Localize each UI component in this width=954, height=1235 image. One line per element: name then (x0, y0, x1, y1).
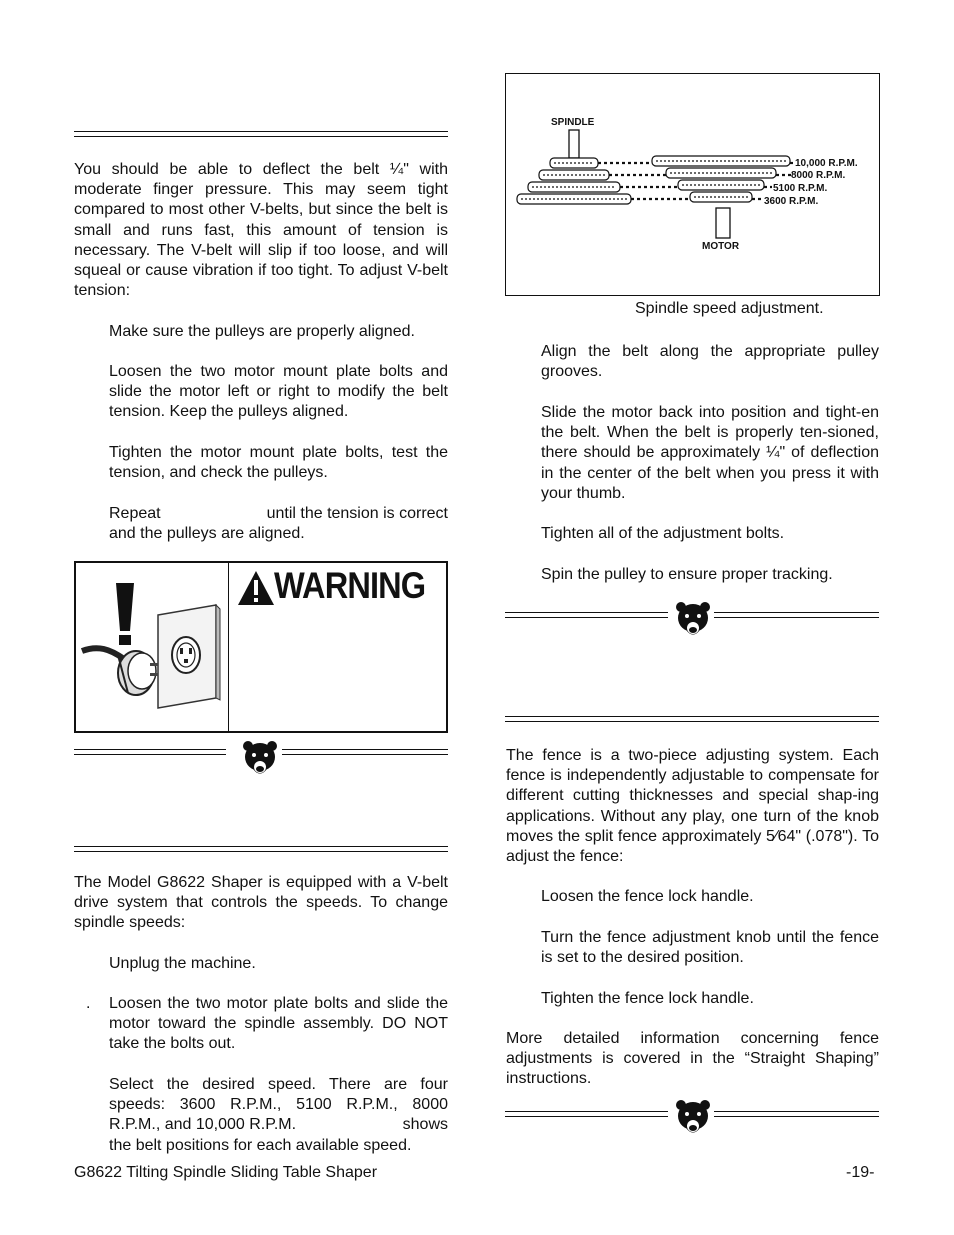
rpm-label-10000: 10,000 R.P.M. (795, 158, 858, 169)
divider-line-right (714, 1111, 879, 1117)
divider-line-right (282, 749, 448, 755)
warning-header (234, 565, 444, 609)
bear-logo-icon (675, 1098, 711, 1138)
figure-caption: Spindle speed adjustment. (635, 300, 824, 317)
belt-step-4-end: and the pulleys are aligned. (109, 525, 305, 542)
rpm-label-8000: 8000 R.P.M. (791, 170, 846, 181)
rpm-label-5100: 5100 R.P.M. (773, 183, 828, 194)
belt-step-4-middle: until the tension is correct (266, 505, 448, 522)
fence-step-1: Loosen the fence lock handle. (541, 888, 754, 905)
belt-step-4 (109, 504, 448, 546)
speed-step-3-text: Select the desired speed. There are four speeds: 3600 R.P.M., 5100 R.P.M., 8000 R.P.M., and 10,000 R.P.M. (109, 1076, 448, 1134)
divider-line-left (505, 1111, 668, 1117)
speed-step-5: Slide the motor back into position and tight-en the belt. When the belt is properly ten-sioned, there should be approximately ¼" of deflection in the center of the belt when you press it with your thumb. (541, 404, 879, 502)
rpm-label-3600: 3600 R.P.M. (764, 196, 819, 207)
page-number: -19- (846, 1164, 875, 1181)
speed-step-6: Tighten all of the adjustment bolts. (541, 525, 785, 542)
section-rule (74, 846, 448, 852)
fence-outro: More detailed information concerning fence adjustments is covered in the “Straight Shaping” instructions. (506, 1030, 879, 1088)
speed-step-1: Unplug the machine. (109, 955, 256, 972)
speed-step-3 (109, 1075, 448, 1157)
section-divider (505, 1098, 879, 1138)
section-rule (505, 716, 879, 722)
motor-label: MOTOR (702, 241, 740, 252)
speed-step-3-end: the belt positions for each available speed. (109, 1136, 412, 1154)
section-divider (74, 739, 448, 779)
fence-intro: The fence is a two-piece adjusting system. Each fence is independently adjustable to compensate for different cutting thicknesses and special shap-ing applications. Without any play, one turn of the knob moves the split fence approximately 5⁄64" (.078"). To adjust the fence: (506, 747, 879, 866)
speed-step-2: Loosen the two motor plate bolts and slide the motor toward the spindle assembly. DO NOT take the bolts out. (109, 995, 448, 1053)
speed-step-7: Spin the pulley to ensure proper tracking. (541, 566, 833, 583)
belt-step-4-start: Repeat (109, 505, 161, 522)
section-divider (505, 600, 879, 640)
divider-line-left (505, 612, 668, 618)
divider-line-left (74, 749, 226, 755)
bear-logo-icon (675, 600, 711, 640)
warning-image (76, 563, 229, 731)
belt-step-1: Make sure the pulleys are properly aligned. (109, 323, 415, 340)
belt-tension-intro: You should be able to deflect the belt ¼" with moderate finger pressure. This may seem tight compared to most other V-belts, but since the belt is small and runs fast, this amount of tension is necessary. The V-belt will slip if too loose, and will squeal or cause vibration if too tight. To adjust V-belt tension: (74, 161, 448, 300)
speeds-intro: The Model G8622 Shaper is equipped with a V-belt drive system that controls the speeds. To change spindle speeds: (74, 874, 448, 932)
spindle-pulley (517, 158, 631, 204)
pulley-figure (505, 73, 880, 296)
spindle-label: SPINDLE (551, 117, 595, 128)
belt-step-3: Tighten the motor mount plate bolts, test the tension, and check the pulleys. (109, 444, 448, 482)
fence-step-3: Tighten the fence lock handle. (541, 990, 754, 1007)
belt-step-2: Loosen the two motor mount plate bolts and slide the motor left or right to modify the belt tension. Keep the pulleys aligned. (109, 363, 448, 421)
section-rule (74, 131, 448, 137)
speed-step-4: Align the belt along the appropriate pulley grooves. (541, 343, 879, 381)
footer-title: G8622 Tilting Spindle Sliding Table Shaper (74, 1164, 378, 1181)
divider-line-right (714, 612, 879, 618)
bear-logo-icon (242, 739, 278, 779)
plug-and-outlet-icon (76, 563, 228, 731)
warning-box (74, 561, 448, 733)
speed-step-2-marker: . (86, 995, 91, 1012)
speed-step-3-figure-ref: shows (402, 1116, 448, 1133)
fence-step-2: Turn the fence adjustment knob until the fence is set to the desired position. (541, 929, 879, 967)
warning-word: WARNING (274, 565, 426, 606)
warning-triangle-icon (236, 569, 276, 607)
